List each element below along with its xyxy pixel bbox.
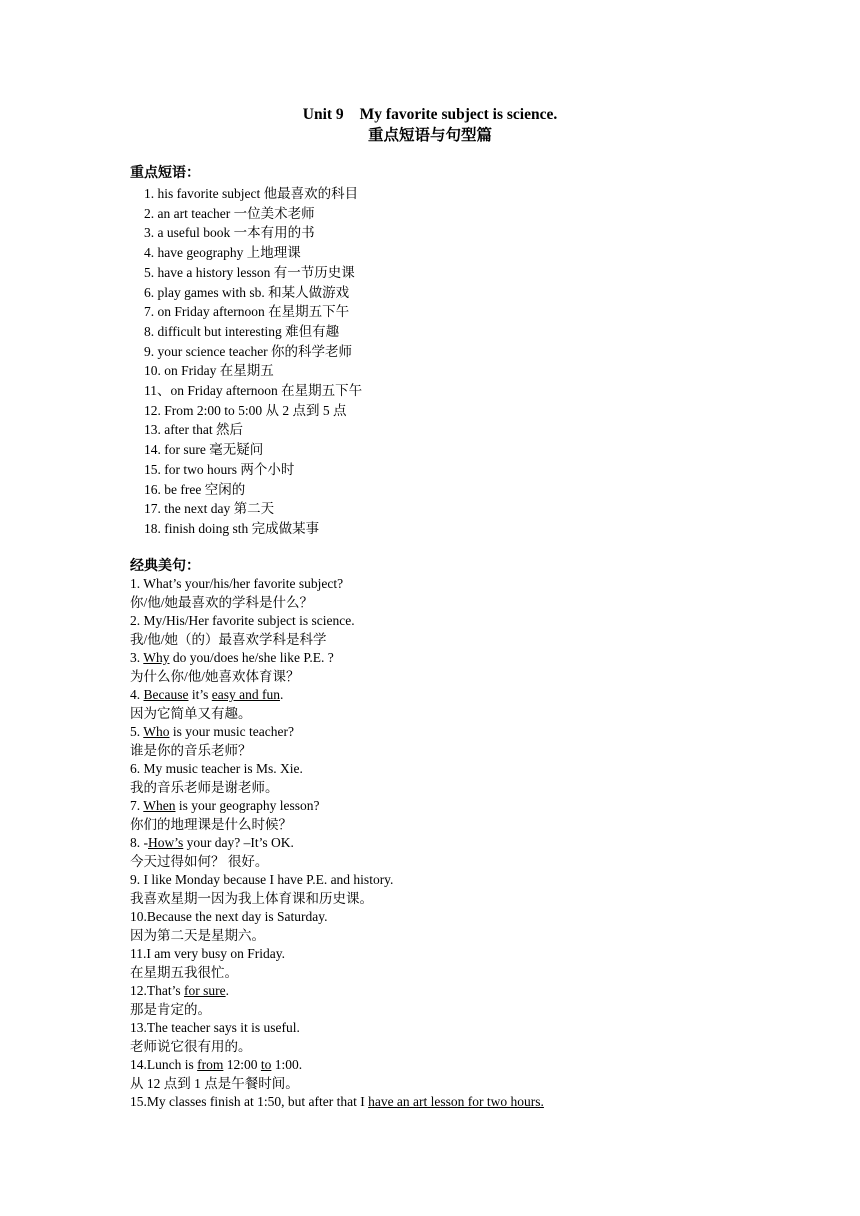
title-block xyxy=(0,104,860,146)
phrase-item: 12. From 2:00 to 5:00 从 2 点到 5 点 xyxy=(144,402,347,418)
sentence-8-zh: 今天过得如何？ 很好。 xyxy=(130,853,269,869)
sentence-12-zh: 那是肯定的。 xyxy=(130,1001,211,1017)
sentence-text: 4. xyxy=(130,687,144,702)
sentence-text: 1:00. xyxy=(271,1057,303,1072)
phrase-item: 14. for sure 毫无疑问 xyxy=(144,442,264,458)
sentence-text: is your music teacher? xyxy=(169,724,294,739)
phrase-item: 7. on Friday afternoon 在星期五下午 xyxy=(144,304,350,320)
sentence-text: is your geography lesson? xyxy=(175,798,320,813)
underlined-word: to xyxy=(260,1057,272,1072)
underlined-word: When xyxy=(143,798,176,813)
page-title xyxy=(0,104,860,125)
sentence-4-zh: 因为它简单又有趣。 xyxy=(130,705,252,721)
underlined-word: Why xyxy=(143,650,170,665)
sentence-text: 5. xyxy=(130,724,144,739)
phrase-list xyxy=(144,184,362,539)
phrase-item: 15. for two hours 两个小时 xyxy=(144,461,295,477)
sentence-13-en: 13.The teacher says it is useful. xyxy=(130,1020,300,1035)
sentence-text: 8. - xyxy=(130,835,148,850)
underlined-word: have an art lesson for two hours. xyxy=(368,1094,544,1109)
sentences-heading: 经典美句： xyxy=(130,559,200,574)
page-subtitle: 重点短语与句型篇 xyxy=(367,127,492,144)
underlined-word: for sure xyxy=(184,983,226,998)
phrase-item: 18. finish doing sth 完成做某事 xyxy=(144,520,320,536)
sentence-text: . xyxy=(279,687,284,702)
phrase-item: 1. his favorite subject 他最喜欢的科目 xyxy=(144,186,359,201)
sentence-6-zh: 我的音乐老师是谢老师。 xyxy=(130,779,279,795)
sentence-6-en: 6. My music teacher is Ms. Xie. xyxy=(130,761,303,776)
sentence-1-zh: 你/他/她最喜欢的学科是什么？ xyxy=(130,594,314,610)
phrase-item: 5. have a history lesson 有一节历史课 xyxy=(144,264,355,280)
sentence-5-en xyxy=(130,723,544,742)
underlined-word: Who xyxy=(143,724,170,739)
phrase-item: 16. be free 空闲的 xyxy=(144,481,246,497)
sentence-7-zh: 你们的地理课是什么时候？ xyxy=(130,816,292,832)
sentence-text: 3. xyxy=(130,650,144,665)
sentence-text: 15.My classes finish at 1:50, but after that I xyxy=(130,1094,369,1109)
sentence-7-en xyxy=(130,797,544,816)
sentence-4-en xyxy=(130,686,544,705)
phrase-item: 13. after that 然后 xyxy=(144,422,243,438)
sentence-11-zh: 在星期五我很忙。 xyxy=(130,964,238,980)
sentence-3-en xyxy=(130,649,544,668)
sentence-text: 14.Lunch is xyxy=(130,1057,198,1072)
sentence-5-zh: 谁是你的音乐老师？ xyxy=(130,742,252,758)
sentence-1-en: 1. What’s your/his/her favorite subject? xyxy=(130,576,344,591)
phrase-item: 8. difficult but interesting 难但有趣 xyxy=(144,323,340,339)
sentence-text: do you/does he/she like P.E. ? xyxy=(169,650,334,665)
phrases-heading: 重点短语： xyxy=(130,166,200,181)
sentence-11-en: 11.I am very busy on Friday. xyxy=(130,946,285,961)
sentence-9-zh: 我喜欢星期一因为我上体育课和历史课。 xyxy=(130,890,373,906)
sentence-13-zh: 老师说它很有用的。 xyxy=(130,1038,252,1054)
underlined-word: How’s xyxy=(148,835,184,850)
sentence-15-en xyxy=(130,1093,544,1112)
sentence-text: 7. xyxy=(130,798,144,813)
phrase-item: 9. your science teacher 你的科学老师 xyxy=(144,343,353,359)
title-text: My favorite subject is science. xyxy=(359,106,558,123)
phrase-item: 2. an art teacher 一位美术老师 xyxy=(144,205,315,221)
sentence-text: your day? –It’s OK. xyxy=(183,835,294,850)
underlined-word: from xyxy=(197,1057,224,1072)
sentence-3-zh: 为什么你/他/她喜欢体育课？ xyxy=(130,668,300,684)
underlined-word: easy and fun xyxy=(211,687,280,702)
sentence-14-en xyxy=(130,1056,544,1075)
sentence-text: . xyxy=(225,983,229,998)
sentence-text: it’s xyxy=(188,687,212,702)
phrase-item: 11、on Friday afternoon 在星期五下午 xyxy=(144,383,363,399)
phrase-item: 6. play games with sb. 和某人做游戏 xyxy=(144,284,350,300)
phrase-item: 10. on Friday 在星期五 xyxy=(144,363,274,379)
sentence-text: 12:00 xyxy=(223,1057,261,1072)
phrase-item: 17. the next day 第二天 xyxy=(144,501,275,517)
sentence-14-zh: 从 12 点到 1 点是午餐时间。 xyxy=(130,1075,299,1091)
sentence-9-en: 9. I like Monday because I have P.E. and history. xyxy=(130,872,394,887)
sentence-8-en xyxy=(130,834,544,853)
sentence-2-zh: 我/他/她（的）最喜欢学科是科学 xyxy=(130,631,327,647)
sentence-text: 12.That’s xyxy=(130,983,184,998)
sentence-list xyxy=(130,575,544,1112)
underlined-word: Because xyxy=(143,687,189,702)
sentence-10-zh: 因为第二天是星期六。 xyxy=(130,927,265,943)
phrase-item: 3. a useful book 一本有用的书 xyxy=(144,225,315,241)
title-unit: Unit 9 xyxy=(302,106,344,123)
phrase-item: 4. have geography 上地理课 xyxy=(144,245,301,261)
sentence-12-en xyxy=(130,982,544,1001)
sentence-10-en: 10.Because the next day is Saturday. xyxy=(130,909,328,924)
sentence-2-en: 2. My/His/Her favorite subject is science. xyxy=(130,613,355,628)
